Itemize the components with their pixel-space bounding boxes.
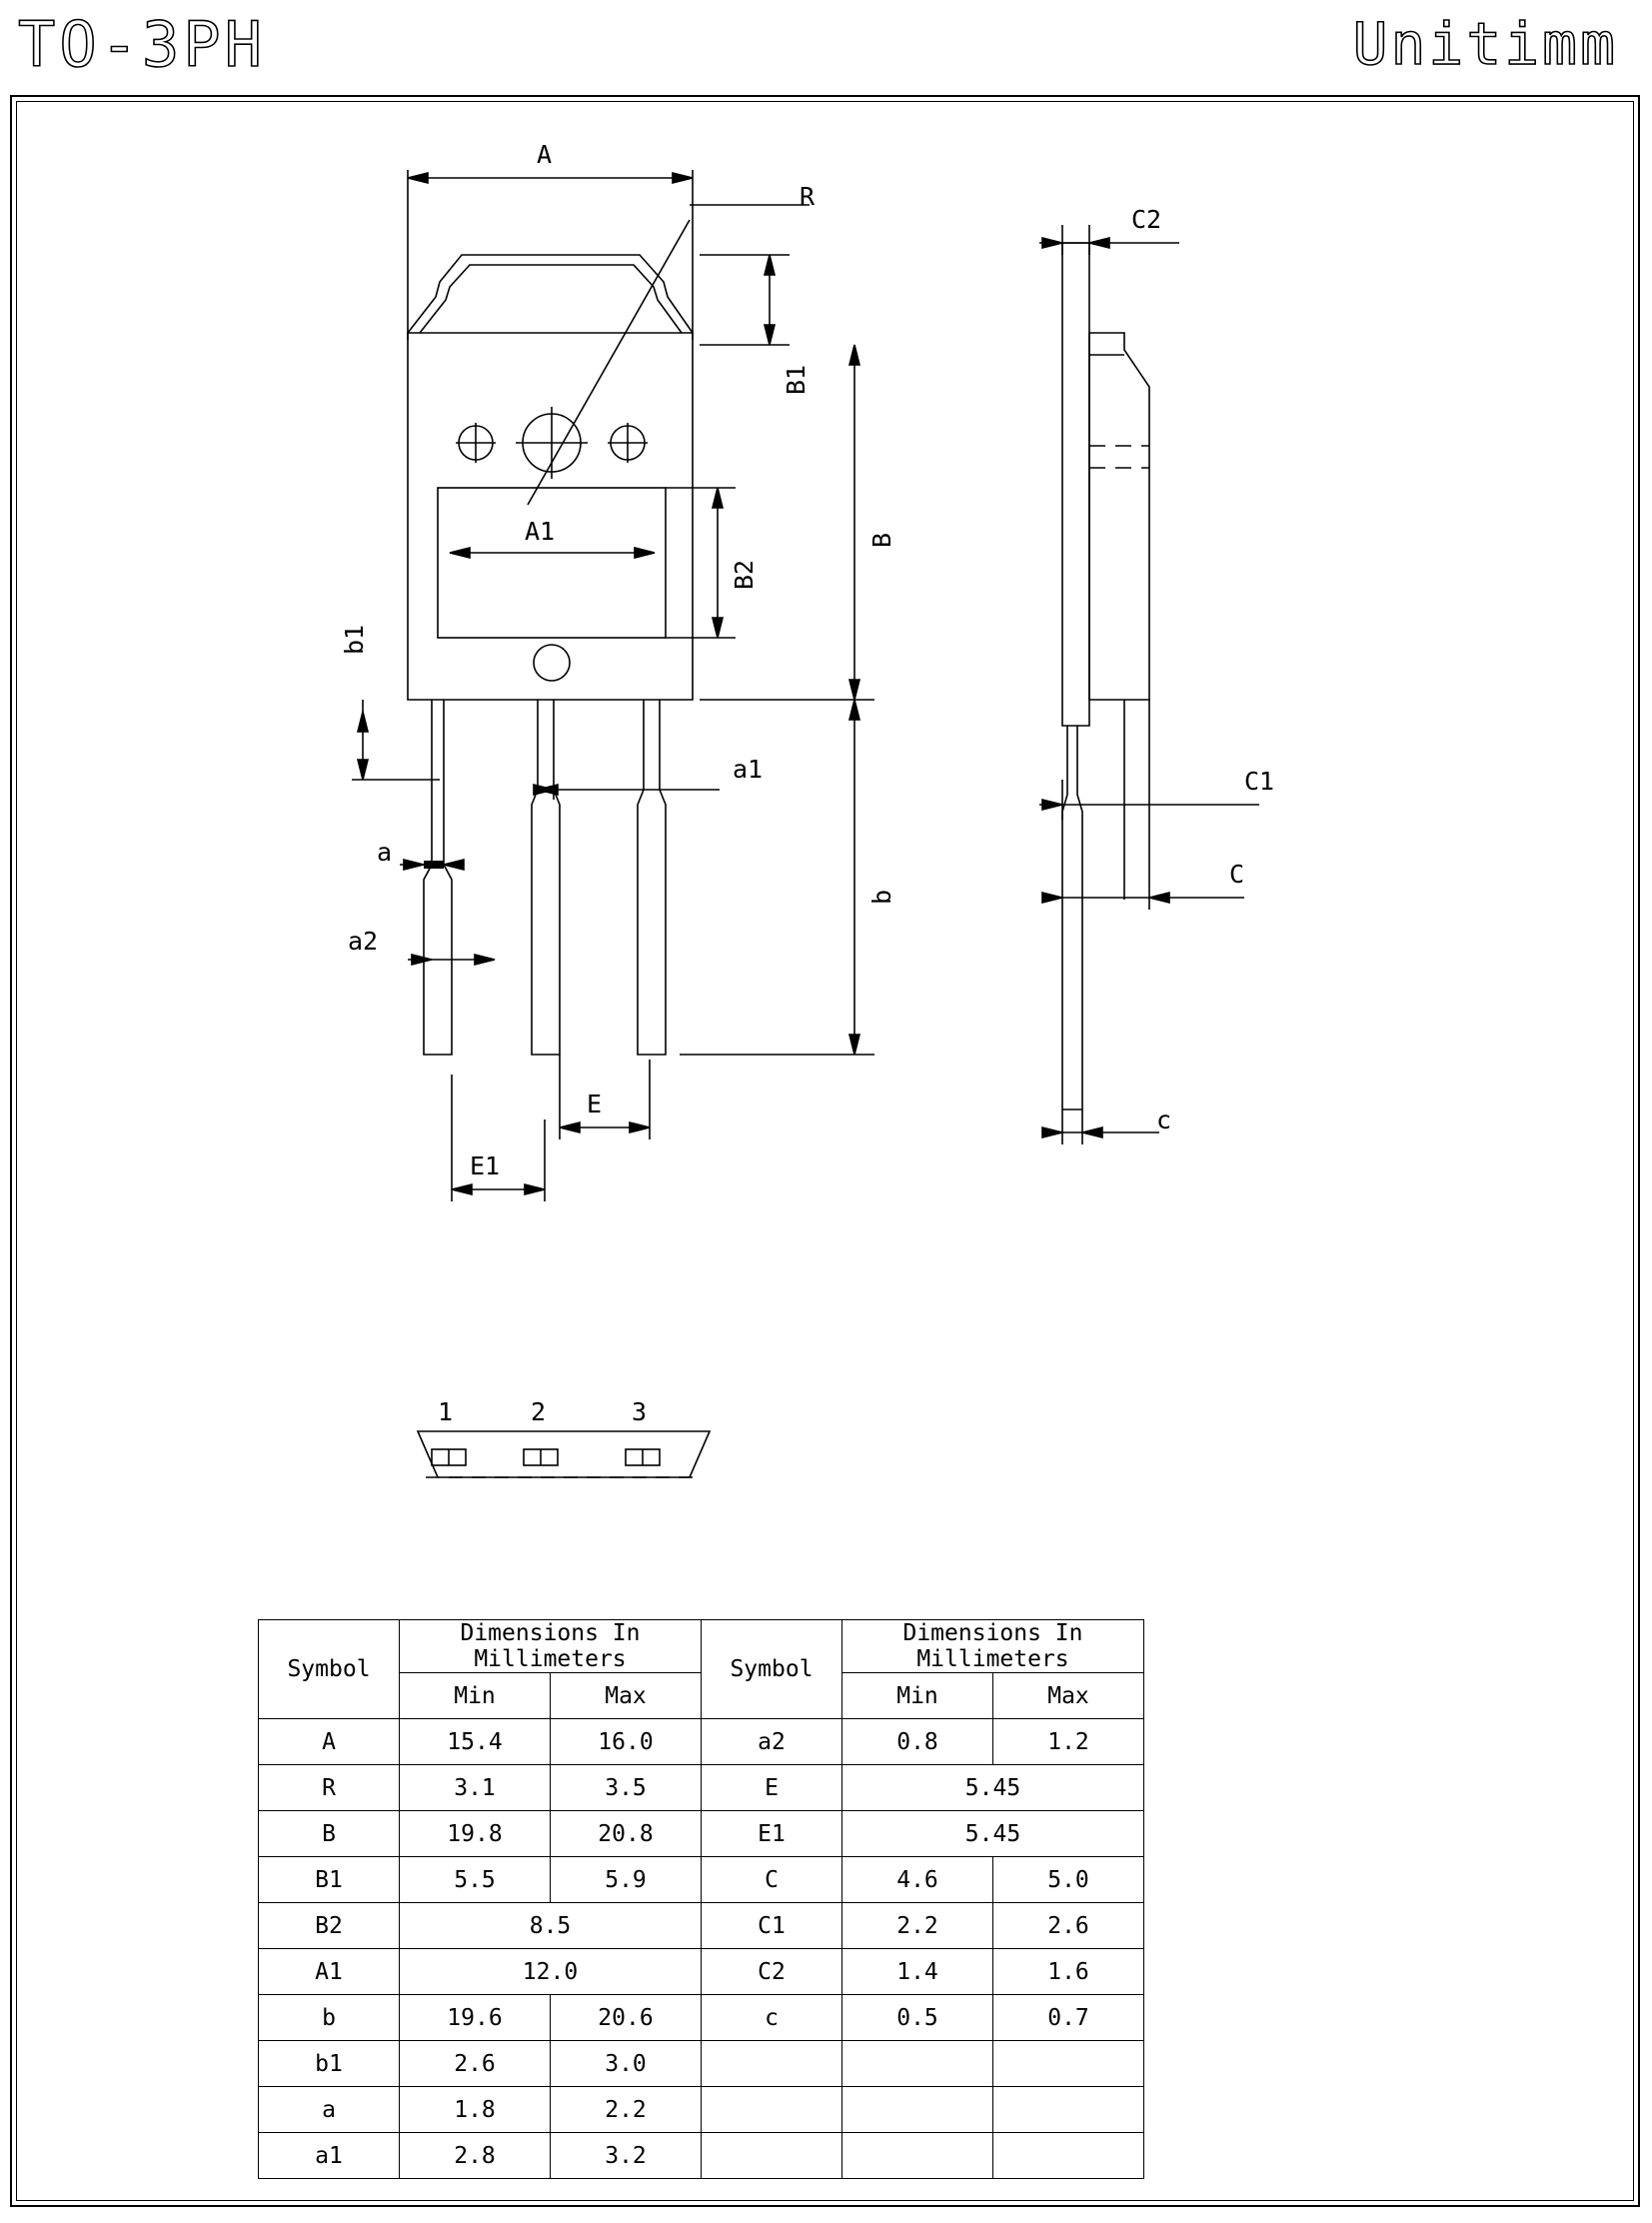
row-symbol-right: c — [702, 1995, 842, 2041]
row-symbol-left: A — [259, 1719, 400, 1765]
table-row — [259, 2133, 1144, 2179]
row-symbol-right — [702, 2133, 842, 2179]
table-row — [259, 1903, 1144, 1949]
row-symbol-right: C — [702, 1857, 842, 1903]
row-value-right-span: 5.45 — [842, 1811, 1144, 1857]
row-max-left: 2.2 — [551, 2087, 702, 2133]
row-symbol-left: B1 — [259, 1857, 400, 1903]
row-max-left: 16.0 — [551, 1719, 702, 1765]
dim-label-b1: b1 — [340, 624, 369, 655]
row-max-left: 3.2 — [551, 2133, 702, 2179]
row-symbol-right: C1 — [702, 1903, 842, 1949]
dim-label-c: c — [1156, 1106, 1172, 1134]
row-max-right: 2.6 — [993, 1903, 1144, 1949]
header-max-left: Max — [551, 1673, 702, 1719]
row-max-left: 20.6 — [551, 1995, 702, 2041]
row-max-left: 3.0 — [551, 2041, 702, 2087]
dim-label-B2: B2 — [730, 559, 759, 590]
dim-label-a2: a2 — [348, 927, 379, 956]
header-dimensions-right: Dimensions In Millimeters — [842, 1620, 1144, 1673]
row-symbol-right — [702, 2041, 842, 2087]
row-max-left: 20.8 — [551, 1811, 702, 1857]
row-symbol-left: b — [259, 1995, 400, 2041]
dim-label-a1: a1 — [733, 755, 764, 784]
row-symbol-right — [702, 2087, 842, 2133]
row-symbol-right: E — [702, 1765, 842, 1811]
row-min-left: 5.5 — [400, 1857, 551, 1903]
row-min-left: 15.4 — [400, 1719, 551, 1765]
row-max-left: 5.9 — [551, 1857, 702, 1903]
row-max-right — [993, 2041, 1144, 2087]
row-min-left: 3.1 — [400, 1765, 551, 1811]
row-symbol-left: b1 — [259, 2041, 400, 2087]
header-dimensions-left: Dimensions In Millimeters — [400, 1620, 702, 1673]
header-symbol-left: Symbol — [259, 1620, 400, 1719]
row-min-left: 1.8 — [400, 2087, 551, 2133]
table-row — [259, 1949, 1144, 1995]
header-min-left: Min — [400, 1673, 551, 1719]
row-min-right — [842, 2133, 993, 2179]
row-max-right — [993, 2087, 1144, 2133]
row-value-left-span: 8.5 — [400, 1903, 702, 1949]
row-symbol-left: a1 — [259, 2133, 400, 2179]
row-min-right: 4.6 — [842, 1857, 993, 1903]
table-row — [259, 1765, 1144, 1811]
row-symbol-right: E1 — [702, 1811, 842, 1857]
row-min-right: 2.2 — [842, 1903, 993, 1949]
row-min-right — [842, 2041, 993, 2087]
table-header-row-1 — [259, 1620, 1144, 1673]
row-min-left: 2.8 — [400, 2133, 551, 2179]
table-row — [259, 2087, 1144, 2133]
header-max-right: Max — [993, 1673, 1144, 1719]
row-max-left: 3.5 — [551, 1765, 702, 1811]
page-title: TO-3PH — [18, 8, 266, 81]
dim-label-E1: E1 — [470, 1151, 501, 1180]
dim-label-E: E — [587, 1090, 603, 1118]
dim-label-B: B — [867, 532, 896, 548]
header-min-right: Min — [842, 1673, 993, 1719]
row-symbol-left: R — [259, 1765, 400, 1811]
table-row — [259, 2041, 1144, 2087]
row-min-right — [842, 2087, 993, 2133]
row-max-right: 0.7 — [993, 1995, 1144, 2041]
row-symbol-right: C2 — [702, 1949, 842, 1995]
header-symbol-right: Symbol — [702, 1620, 842, 1719]
table-row — [259, 1811, 1144, 1857]
row-value-left-span: 12.0 — [400, 1949, 702, 1995]
dim-label-C2: C2 — [1131, 205, 1162, 234]
dim-label-a: a — [377, 838, 393, 867]
dim-label-C: C — [1229, 860, 1245, 889]
row-max-right — [993, 2133, 1144, 2179]
row-max-right: 1.2 — [993, 1719, 1144, 1765]
row-symbol-left: B2 — [259, 1903, 400, 1949]
dimensions-table — [258, 1619, 1144, 2179]
dim-label-A: A — [537, 140, 553, 169]
row-value-right-span: 5.45 — [842, 1765, 1144, 1811]
dim-label-B1: B1 — [782, 364, 811, 395]
pin-number-1: 1 — [438, 1397, 454, 1426]
table-row — [259, 1995, 1144, 2041]
row-symbol-right: a2 — [702, 1719, 842, 1765]
row-symbol-left: A1 — [259, 1949, 400, 1995]
pin-number-2: 2 — [531, 1397, 547, 1426]
row-min-left: 19.8 — [400, 1811, 551, 1857]
row-min-left: 19.6 — [400, 1995, 551, 2041]
row-min-right: 0.5 — [842, 1995, 993, 2041]
dim-label-b: b — [867, 889, 896, 905]
row-symbol-left: a — [259, 2087, 400, 2133]
pin-number-3: 3 — [632, 1397, 648, 1426]
row-min-right: 1.4 — [842, 1949, 993, 1995]
dim-label-A1: A1 — [525, 517, 556, 546]
table-row — [259, 1719, 1144, 1765]
table-row — [259, 1857, 1144, 1903]
dim-label-C1: C1 — [1244, 767, 1275, 796]
brand-logo: Unitimm — [1352, 10, 1618, 78]
row-max-right: 5.0 — [993, 1857, 1144, 1903]
row-symbol-left: B — [259, 1811, 400, 1857]
dim-label-R: R — [800, 182, 816, 211]
row-min-right: 0.8 — [842, 1719, 993, 1765]
row-max-right: 1.6 — [993, 1949, 1144, 1995]
row-min-left: 2.6 — [400, 2041, 551, 2087]
